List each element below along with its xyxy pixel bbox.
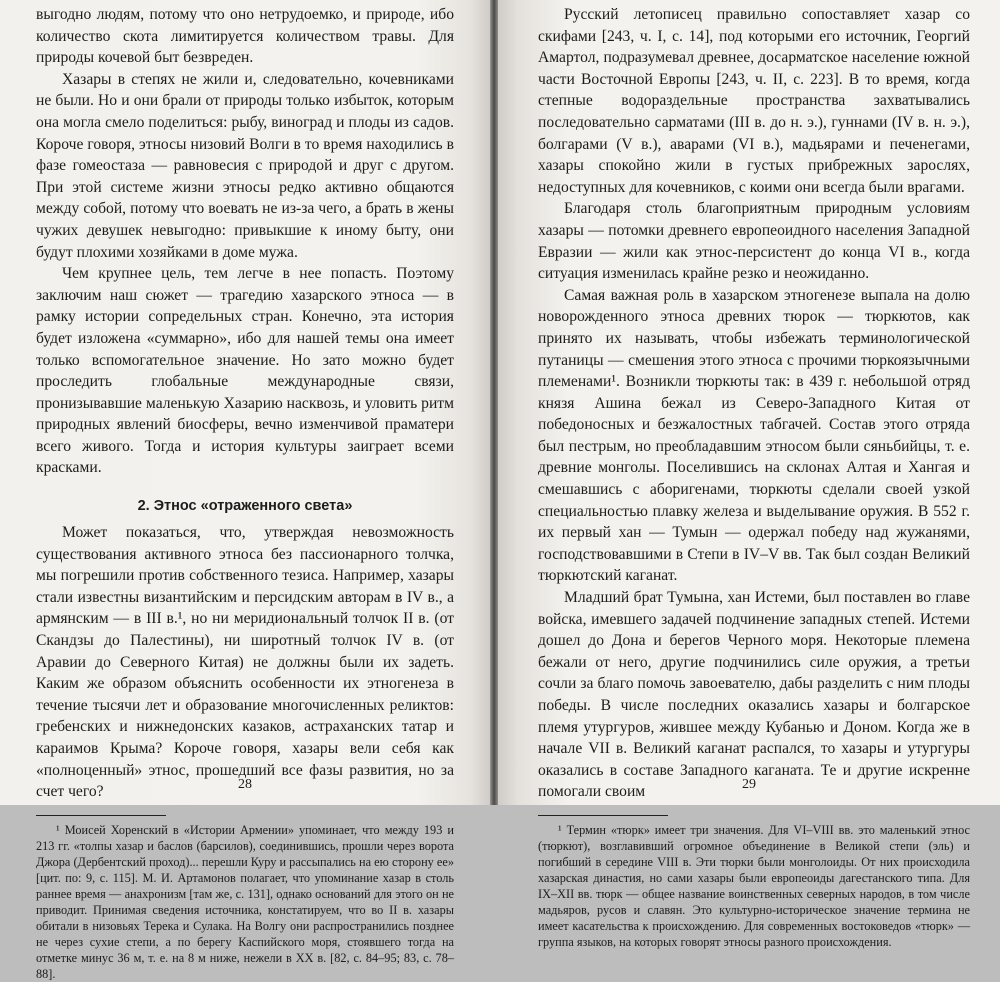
paragraph: Самая важная роль в хазарском этногенезе выпала на долю новорожденного этноса древних тюрок — тюркютов, как принято их называть, чтобы избежать терминологической путаницы — смешения этого этноса с прочими тюркоязычными племенами¹. Возникли тюркюты так: в 439 г. небольшой отряд князя Ашина бежал из Северо-Западного Китая от победоносных и безжалостных табгачей. Состав этого отряда был пестрым, но преобладавшим этносом были сяньбийцы, т. е. древние монголы. Поселившись на склонах Алтая и Хангая и смешавшись с аборигенами, тюркюты сделали своей узкой специальностью плавку железа и выделывание оружия. В 552 г. их первый хан — Тумын — одержал победу над жужанями, господствовавшими в Степи в IV–V вв. Так был создан Великий тюркютский каганат. [538, 286, 970, 585]
paragraph: Благодаря столь благоприятным природным условиям хазары — потомки древнего европеоидного населения Западной Евразии — жили как этнос-персистент до конца VI в., когда ситуация изменилась крайне резко и неожиданно. [538, 200, 970, 283]
left-body-text [36, 4, 454, 803]
book-gutter [490, 0, 498, 805]
paragraph: выгодно людям, потому что оно нетрудоемко, и природе, ибо количество скота лимитируется количеством травы. Для природы кочевой быт безвреден. [36, 6, 454, 67]
right-footnote [538, 822, 970, 950]
section-title: 2. Этнос «отраженного света» [137, 498, 353, 515]
paragraph: Чем крупнее цель, тем легче в нее попасть. Поэтому заключим наш сюжет — трагедию хазарского этноса — в рамку истории сопредельных стран. Конечно, эта история будет изложена «суммарно», ибо для нашей темы она имеет только вспомогательное значение. Но зато можно будет проследить глобальные международные связи, пронизывавшие маленькую Хазарию насквозь, и уловить ритм природных явлений биосферы, вечно изменчивой праматери всего живого. Тогда и история культуры заиграет всеми красками. [36, 265, 454, 477]
paragraph: Русский летописец правильно сопоставляет хазар со скифами [243, ч. I, с. 14], под которыми его источник, Георгий Амартол, подразумевал древнее, досарматское население южной части Восточной Европы [243, ч. II, с. 223]. В то время, когда степные водораздельные пространства захватывались последовательно сарматами (III в. до н. э.), гуннами (IV в. н. э.), болгарами (V в.), аварами (VI в.), мадьярами и печенегами, хазары спокойно жили в густых прибрежных зарослях, недоступных для кочевников, с коими они всегда были врагами. [538, 6, 970, 196]
left-page [0, 0, 490, 981]
footnote-text: ¹ Моисей Хоренский в «Истории Армении» упоминает, что между 193 и 213 гг. «толпы хазар и баслов (барсилов), соединившись, прошли через ворота Джора (Дербентский проход)... перешли Куру и рассыпались на ею сторону ее» [цит. по: 9, с. 115]. М. И. Артамонов полагает, что упоминание хазар в столь раннее время — анахронизм [там же, с. 131], однако оснований для этого он не приводит. Принимая сведения источника, констатируем, что во II в. хазары обитали в низовьях Терека и Сулака. На Волгу они распространились позднее не через сухие степи, а по берегу Каспийского моря, стоявшего тогда на отметке минус 36 м, т. е. на 8 м ниже, нежели в XX в. [82, с. 84–95; 83, с. 78–88]. [36, 822, 454, 981]
paragraph: Может показаться, что, утверждая невозможность существования активного этноса без пассионарного толчка, мы погрешили против собственного тезиса. Например, хазары стали известны византийским и персидским авторам в IV в., а армянским — в III в.¹, но ни меридиональный толчок II в. (от Скандзы до Палестины), ни широтный толчок IV в. (от Аравии до Северного Китая) не должны были их задеть. Каким же образом объяснить особенности их этногенеза в течение тысячи лет и образование многочисленных реликтов: гребенских и нижнедонских казаков, астраханских татар и караимов Крыма? Короче говоря, хазары вели себя как «полноценный» этнос, прошедший все фазы развития, но за счет чего? [36, 524, 454, 801]
paragraph: Хазары в степях не жили и, следовательно, кочевниками не были. Но и они брали от природы только избыток, которым она могла смело поделиться: рыбу, виноград и плоды из садов. Короче говоря, этносы низовий Волги в то время находились в фазе гомеостаза — равновесия с природой и друг с другом. При этой системе жизни этносы редко активно общаются между собой, потому что воевать не из-за чего, а брать в жены чужих девушек невыгодно: привыкшие к иному быту, они будут плохими хозяйками в доме мужа. [36, 70, 454, 261]
footnote-rule [538, 815, 668, 816]
right-body-text [538, 4, 970, 803]
right-page [498, 0, 1000, 949]
footnote-rule [36, 815, 166, 816]
left-footnote [36, 822, 454, 982]
paragraph: Младший брат Тумына, хан Истеми, был поставлен во главе войска, имевшего задачей подчинение западных степей. Истеми дошел до Дона и берегов Черного моря. Некоторые племена бежали от него, другие подчинились силе оружия, а третьи сочли за благо помочь завоевателю, дабы разделить с ним плоды победы. В числе последних оказались хазары и болгарское племя утургуров, жившее между Кубанью и Доном. Когда же в начале VII в. Великий каганат распался, то хазары и утургуры оказались в составе Западного каганата. Те и другие искренне помогали своим [538, 589, 970, 801]
page-number: 29 [742, 777, 756, 792]
page-number: 28 [238, 777, 252, 792]
footnote-text: ¹ Термин «тюрк» имеет три значения. Для VI–VIII вв. это маленький этнос (тюркют), возглавивший огромное объединение в Великой степи (эль) и погибший в середине VIII в. Эти тюрки были монголоиды. От них происходила хазарская династия, но сами хазары были европеоиды дагестанского типа. Для IX–XII вв. тюрк — общее название воинственных северных народов, в том числе мадьяров, русов и славян. Это культурно-историческое значение термина не имеет касательства к происхождению. Для современных востоковедов «тюрк» — группа языков, на которых говорят этносы разного происхождения. [538, 822, 970, 949]
